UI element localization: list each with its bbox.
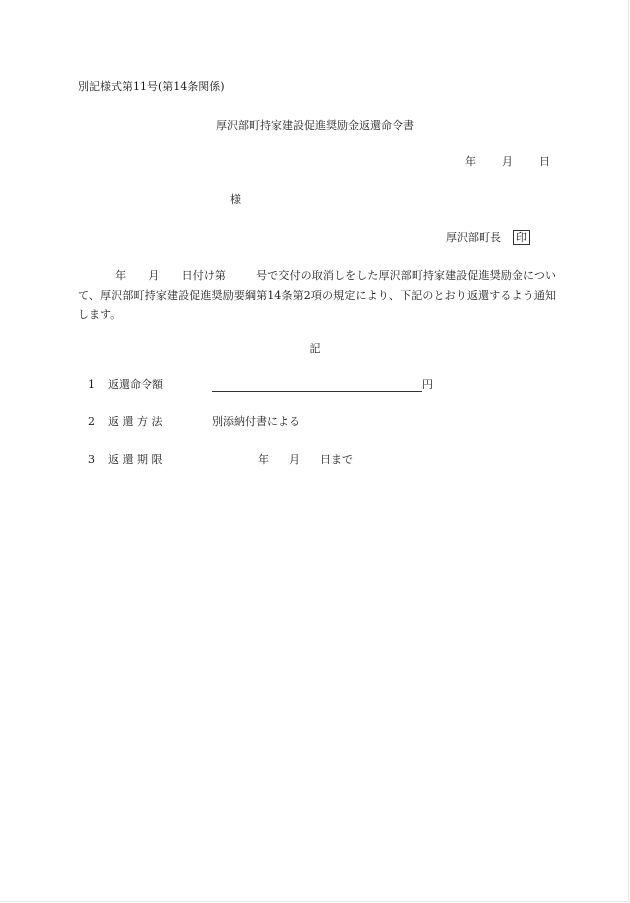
deadline-year: 年 (258, 453, 269, 466)
date-month: 月 (502, 155, 513, 168)
body-year: 年 (115, 269, 127, 282)
body-month: 月 (148, 269, 160, 282)
item-number: 1 (88, 378, 95, 391)
body-text: 号で交付の取消しをした厚沢部町持家建設促進奨励金について、厚沢部町持家建設促進奨励要綱第14条第2項の規定により、下記のとおり返還するよう通知します。 (78, 269, 557, 321)
item-label: 返 還 方 法 (108, 415, 163, 428)
body-dated-number: 日付け第 (181, 269, 227, 282)
deadline-month: 月 (289, 453, 300, 466)
item-label: 返還命令額 (108, 378, 163, 391)
date-year: 年 (465, 155, 476, 168)
item-number: 3 (88, 453, 95, 466)
deadline-until: 日まで (320, 453, 353, 466)
addressee-suffix: 様 (230, 193, 241, 206)
issuer (446, 230, 530, 245)
amount-blank-line (212, 378, 422, 392)
item-refund-amount (88, 377, 433, 393)
form-number: 別記様式第11号(第14条関係) (78, 80, 225, 93)
ki-heading: 記 (309, 342, 321, 355)
date-day: 日 (539, 155, 550, 168)
document-title: 厚沢部町持家建設促進奨励金返還命令書 (216, 119, 414, 132)
notice-body (78, 266, 556, 325)
seal-mark: 印 (513, 230, 530, 245)
issuer-name: 厚沢部町長 (446, 231, 501, 244)
item-refund-method (88, 414, 300, 430)
item-refund-deadline (88, 452, 353, 468)
amount-unit: 円 (422, 378, 433, 391)
item-label: 返 還 期 限 (108, 453, 163, 466)
method-value: 別添納付書による (212, 415, 300, 428)
date-line (465, 155, 550, 169)
item-number: 2 (88, 415, 95, 428)
deadline-value (258, 452, 353, 468)
